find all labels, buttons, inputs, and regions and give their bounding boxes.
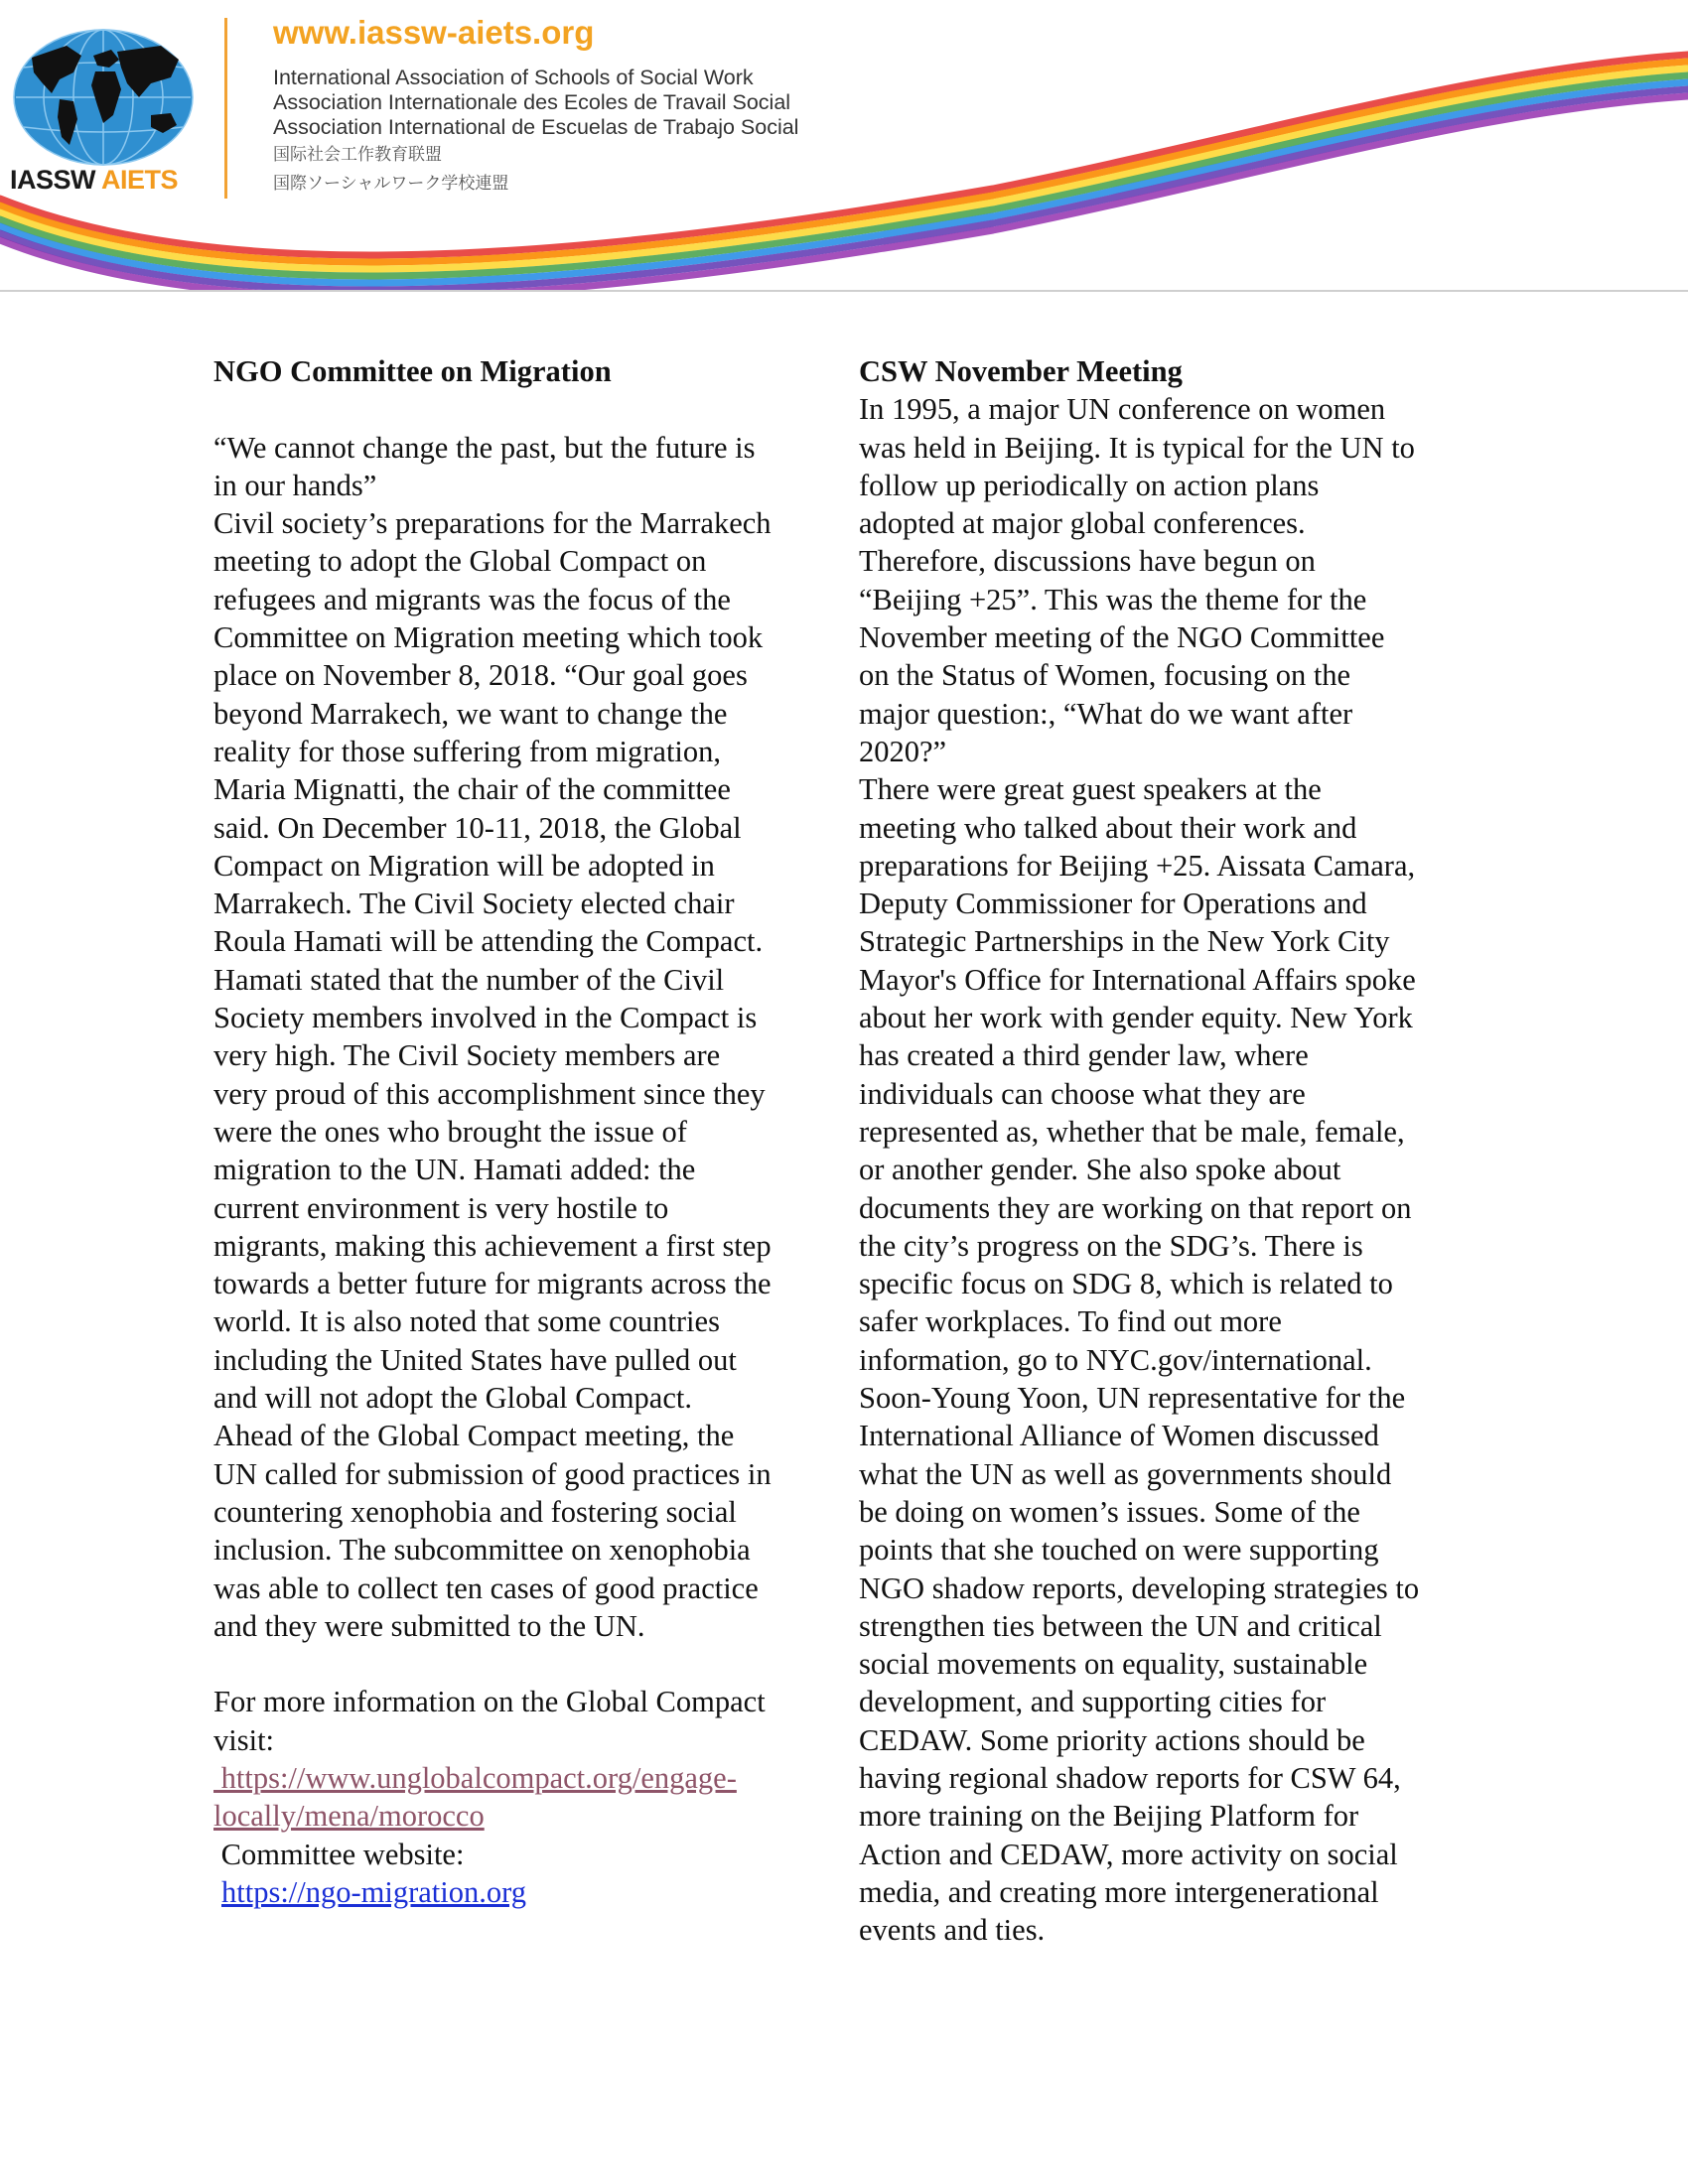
body-line: safer workplaces. To find out more: [859, 1304, 1282, 1339]
body-line: events and ties.: [859, 1913, 1046, 1948]
body-line: information, go to NYC.gov/international.: [859, 1342, 1372, 1377]
org-names: [273, 66, 798, 198]
committee-website-link[interactable]: https://ngo-migration.org: [221, 1874, 526, 1909]
body-line: inclusion. The subcommittee on xenophobia: [213, 1533, 751, 1568]
committee-website[interactable]: [213, 1873, 849, 1911]
body-line: and will not adopt the Global Compact.: [213, 1381, 692, 1416]
article-body: [213, 504, 849, 1645]
rainbow-swoosh: [0, 0, 1688, 290]
body-line: including the United States have pulled out: [213, 1342, 737, 1377]
body-line: were the ones who brought the issue of: [213, 1114, 687, 1149]
body-line: having regional shadow reports for CSW 64,: [859, 1760, 1401, 1795]
body-line: current environment is very hostile to: [213, 1190, 669, 1225]
letterhead: [0, 0, 1688, 290]
global-compact-link[interactable]: [213, 1797, 849, 1835]
body-line: “Beijing +25”. This was the theme for the: [859, 582, 1367, 616]
body-line: has created a third gender law, where: [859, 1038, 1309, 1073]
migration-article: [213, 352, 849, 1911]
body-line: about her work with gender equity. New York: [859, 1001, 1413, 1035]
body-line: was held in Beijing. It is typical for the UN to: [859, 430, 1415, 465]
more-info-line: visit:: [213, 1722, 275, 1757]
body-line: what the UN as well as governments should: [859, 1456, 1392, 1491]
body-line: major question:, “What do we want after: [859, 696, 1353, 731]
org-name-english: International Association of Schools of Social Work: [273, 66, 754, 89]
global-compact-link-line[interactable]: locally/mena/morocco: [213, 1799, 485, 1834]
globe-logo-icon: [12, 28, 196, 167]
body-line: on the Status of Women, focusing on the: [859, 658, 1351, 693]
more-info-line: For more information on the Global Compact: [213, 1685, 766, 1719]
committee-website-label: Committee website:: [213, 1837, 465, 1871]
website-url: www.iassw-aiets.org: [273, 14, 595, 51]
body-line: was able to collect ten cases of good practice: [213, 1570, 759, 1605]
body-line: preparations for Beijing +25. Aissata Camara,: [859, 848, 1416, 883]
body-line: Mayor's Office for International Affairs spoke: [859, 962, 1416, 997]
body-line: media, and creating more intergenerational: [859, 1874, 1379, 1909]
body-line: adopted at major global conferences.: [859, 506, 1306, 541]
body-line: CEDAW. Some priority actions should be: [859, 1722, 1365, 1757]
body-line: meeting to adopt the Global Compact on: [213, 544, 707, 579]
body-line: Hamati stated that the number of the Civil: [213, 962, 725, 997]
body-line: towards a better future for migrants across the: [213, 1267, 772, 1301]
body-line: more training on the Beijing Platform for: [859, 1799, 1359, 1834]
body-line: strengthen ties between the UN and critical: [859, 1608, 1382, 1643]
org-name-japanese: 国際ソーシャルワーク学校連盟: [273, 174, 509, 193]
body-line: Strategic Partnerships in the New York City: [859, 924, 1390, 959]
body-line: social movements on equality, sustainable: [859, 1647, 1368, 1682]
body-line: development, and supporting cities for: [859, 1685, 1327, 1719]
body-line: Civil society’s preparations for the Marrakech: [213, 506, 772, 541]
org-name-spanish: Association International de Escuelas de Trabajo Social: [273, 115, 799, 139]
body-line: There were great guest speakers at the: [859, 772, 1322, 807]
body-line: Soon-Young Yoon, UN representative for the: [859, 1381, 1406, 1416]
org-abbrev-french: AIETS: [101, 165, 179, 195]
body-line: NGO shadow reports, developing strategies to: [859, 1570, 1420, 1605]
body-line: Marrakech. The Civil Society elected chair: [213, 887, 735, 921]
body-line: migration to the UN. Hamati added: the: [213, 1153, 696, 1187]
body-line: and they were submitted to the UN.: [213, 1608, 645, 1643]
body-line: Compact on Migration will be adopted in: [213, 848, 715, 883]
body-line: or another gender. She also spoke about: [859, 1153, 1341, 1187]
article-body: [859, 390, 1494, 1949]
body-line: 2020?”: [859, 734, 947, 768]
body-line: very high. The Civil Society members are: [213, 1038, 721, 1073]
body-line: Maria Mignatti, the chair of the committee: [213, 772, 731, 807]
article-title: NGO Committee on Migration: [213, 354, 612, 388]
article-title: CSW November Meeting: [859, 354, 1183, 388]
body-line: November meeting of the NGO Committee: [859, 620, 1385, 655]
global-compact-link-line[interactable]: https://www.unglobalcompact.org/engage-: [213, 1760, 737, 1795]
spacer: [213, 390, 849, 428]
body-line: said. On December 10-11, 2018, the Global: [213, 810, 742, 845]
body-line: Committee on Migration meeting which took: [213, 620, 764, 655]
spacer: [213, 1645, 849, 1683]
body-line: represented as, whether that be male, female,: [859, 1114, 1405, 1149]
org-abbrev-english: IASSW: [10, 165, 96, 195]
quote-line: “We cannot change the past, but the future is: [213, 430, 756, 465]
body-line: migrants, making this achievement a first step: [213, 1228, 772, 1263]
body-line: Society members involved in the Compact is: [213, 1001, 758, 1035]
org-name-chinese: 国际社会工作教育联盟: [273, 145, 442, 164]
body-line: In 1995, a major UN conference on women: [859, 392, 1386, 427]
org-name-french: Association Internationale des Ecoles de Travail Social: [273, 90, 791, 114]
body-line: beyond Marrakech, we want to change the: [213, 696, 728, 731]
header-rule: [0, 290, 1688, 292]
body-line: UN called for submission of good practices in: [213, 1456, 772, 1491]
body-line: reality for those suffering from migration,: [213, 734, 722, 768]
org-abbreviation: [10, 165, 178, 196]
body-line: the city’s progress on the SDG’s. There is: [859, 1228, 1363, 1263]
body-line: countering xenophobia and fostering social: [213, 1494, 737, 1529]
body-line: specific focus on SDG 8, which is related to: [859, 1267, 1393, 1301]
quote-line: in our hands”: [213, 468, 377, 502]
header-divider: [224, 18, 227, 199]
body-line: points that she touched on were supporting: [859, 1533, 1379, 1568]
body-line: refugees and migrants was the focus of the: [213, 582, 731, 616]
body-line: International Alliance of Women discussed: [859, 1419, 1379, 1453]
body-line: Ahead of the Global Compact meeting, the: [213, 1419, 735, 1453]
body-line: meeting who talked about their work and: [859, 810, 1357, 845]
body-line: place on November 8, 2018. “Our goal goes: [213, 658, 748, 693]
body-line: follow up periodically on action plans: [859, 468, 1320, 502]
body-line: documents they are working on that report on: [859, 1190, 1412, 1225]
csw-article: [859, 352, 1494, 1949]
body-line: individuals can choose what they are: [859, 1076, 1306, 1111]
body-line: very proud of this accomplishment since they: [213, 1076, 766, 1111]
body-line: world. It is also noted that some countries: [213, 1304, 720, 1339]
body-line: Deputy Commissioner for Operations and: [859, 887, 1367, 921]
global-compact-link[interactable]: [213, 1759, 849, 1797]
body-line: Therefore, discussions have begun on: [859, 544, 1316, 579]
body-line: be doing on women’s issues. Some of the: [859, 1494, 1360, 1529]
body-line: Roula Hamati will be attending the Compact.: [213, 924, 764, 959]
body-line: Action and CEDAW, more activity on social: [859, 1837, 1398, 1871]
